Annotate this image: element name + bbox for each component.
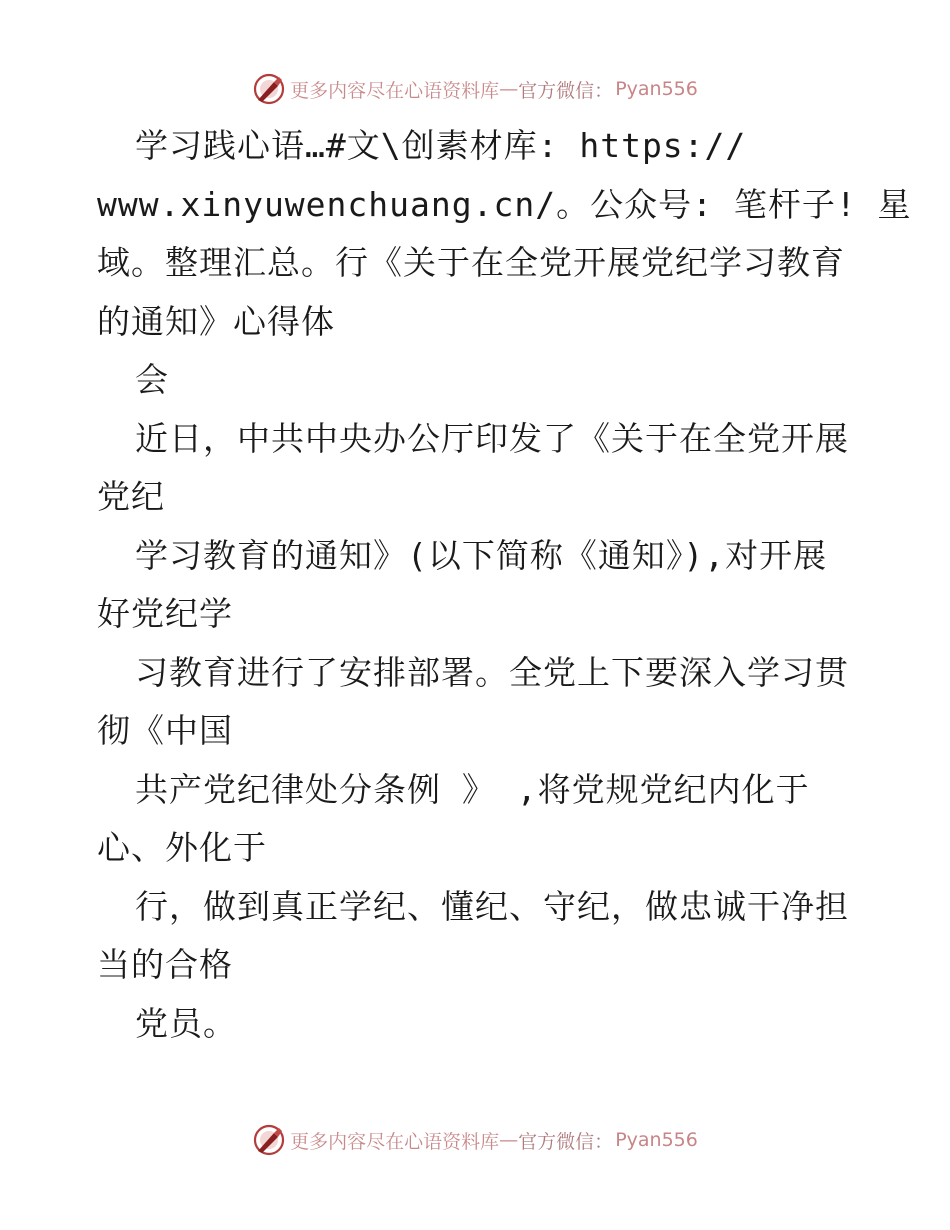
text-line: 好党纪学 (97, 594, 233, 633)
text-line: 当的合格 (97, 945, 233, 984)
watermark-dash: — (499, 1129, 519, 1151)
watermark-wechat-id: Pyan556 (615, 78, 698, 100)
text-line: 习教育进行了安排部署。全党上下要深入学习贯 (135, 652, 849, 692)
header-watermark (0, 69, 950, 109)
text-line: 域。整理汇总。行《关于在全党开展党纪学习教育 (97, 243, 845, 282)
watermark-wechat-label: 官方微信： (518, 1130, 614, 1153)
text-line: 学习教育的通知》(以下简称《通知》),对开展 (135, 535, 828, 575)
text-line: www.xinyuwenchuang.cn/。公众号: 笔杆子! 星 (97, 184, 912, 224)
text-line: 的通知》心得体 (97, 301, 335, 341)
footer-watermark (0, 1120, 950, 1160)
watermark-wechat-label: 官方微信： (518, 79, 614, 102)
pen-logo-icon (252, 72, 286, 106)
watermark-wechat-id: Pyan556 (615, 1129, 698, 1151)
text-line: 学习践心语…#文\创素材库: https:// (135, 126, 747, 165)
watermark-dash: — (499, 78, 519, 100)
pen-logo-icon (252, 1123, 286, 1157)
text-line: 党员。 (135, 1003, 237, 1043)
text-line: 会 (135, 360, 169, 399)
text-line: 彻《中国 (97, 711, 233, 750)
text-line: 共产党纪律处分条例 》 ,将党规党纪内化于 (135, 769, 810, 809)
watermark-title: 更多内容尽在心语资料库 (290, 1130, 500, 1153)
text-line: 心、外化于 (97, 828, 267, 867)
watermark-title: 更多内容尽在心语资料库 (290, 79, 500, 102)
text-line: 行，做到真正学纪、懂纪、守纪，做忠诚干净担 (135, 886, 849, 926)
text-line: 党纪 (97, 477, 165, 516)
document-body (97, 117, 912, 1053)
text-line: 近日，中共中央办公厅印发了《关于在全党开展 (135, 418, 849, 458)
